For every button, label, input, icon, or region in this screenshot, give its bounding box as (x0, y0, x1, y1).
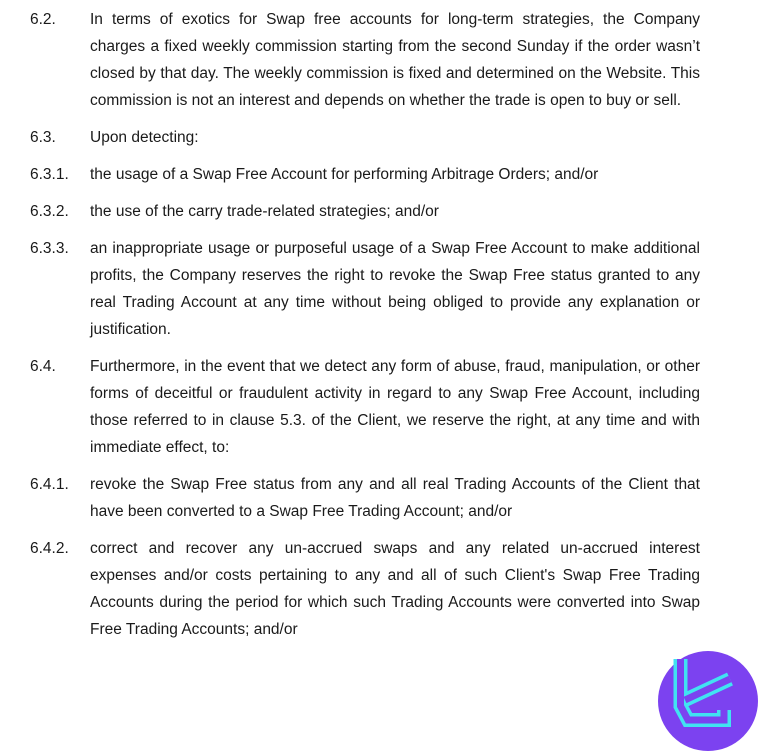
clause-number: 6.4. (30, 358, 56, 375)
clause-6-3 (30, 124, 700, 151)
clause-number: 6.3.2. (30, 203, 69, 220)
clause-6-3-1 (30, 161, 700, 188)
clause-number: 6.4.1. (30, 476, 69, 493)
clause-text: revoke the Swap Free status from any and all real Trading Accounts of the Client that have been converted to a Swap Free Trading Account; and/or (90, 476, 700, 520)
clause-text: the usage of a Swap Free Account for performing Arbitrage Orders; and/or (90, 166, 599, 183)
logo-circle (658, 651, 758, 751)
clause-text: an inappropriate usage or purposeful usage of a Swap Free Account to make additional profits, the Company reserves the right to revoke the Swap Free status granted to any real Trading Account at any time without being obliged to provide any explanation or justification. (90, 240, 700, 338)
clause-6-4-2 (30, 535, 700, 643)
clause-number: 6.2. (30, 11, 56, 28)
clause-number: 6.4.2. (30, 540, 69, 557)
brand-logo-icon (658, 651, 758, 751)
clause-number: 6.3. (30, 129, 56, 146)
clause-text: In terms of exotics for Swap free accounts for long-term strategies, the Company charges a fixed weekly commission starting from the second Sunday if the order wasn’t closed by that day. The weekly commission is fixed and determined on the Website. This commission is not an interest and depends on whether the trade is open to buy or sell. (90, 11, 700, 109)
clause-6-4-1 (30, 471, 700, 525)
clause-number: 6.3.1. (30, 166, 69, 183)
clause-text: the use of the carry trade-related strategies; and/or (90, 203, 439, 220)
clause-6-3-3 (30, 235, 700, 343)
clause-6-3-2 (30, 198, 700, 225)
clause-text: correct and recover any un-accrued swaps and any related un-accrued interest expenses and/or costs pertaining to any and all of such Client's Swap Free Trading Accounts during the period for which such Trading Accounts were converted into Swap Free Trading Accounts; and/or (90, 540, 700, 638)
clause-6-4 (30, 353, 700, 461)
clause-number: 6.3.3. (30, 240, 69, 257)
clause-6-2 (30, 6, 700, 114)
clause-text: Furthermore, in the event that we detect any form of abuse, fraud, manipulation, or other forms of deceitful or fraudulent activity in regard to any Swap Free Account, including those referred to in clause 5.3. of the Client, we reserve the right, at any time and with immediate effect, to: (90, 358, 700, 456)
clause-text: Upon detecting: (90, 129, 199, 146)
